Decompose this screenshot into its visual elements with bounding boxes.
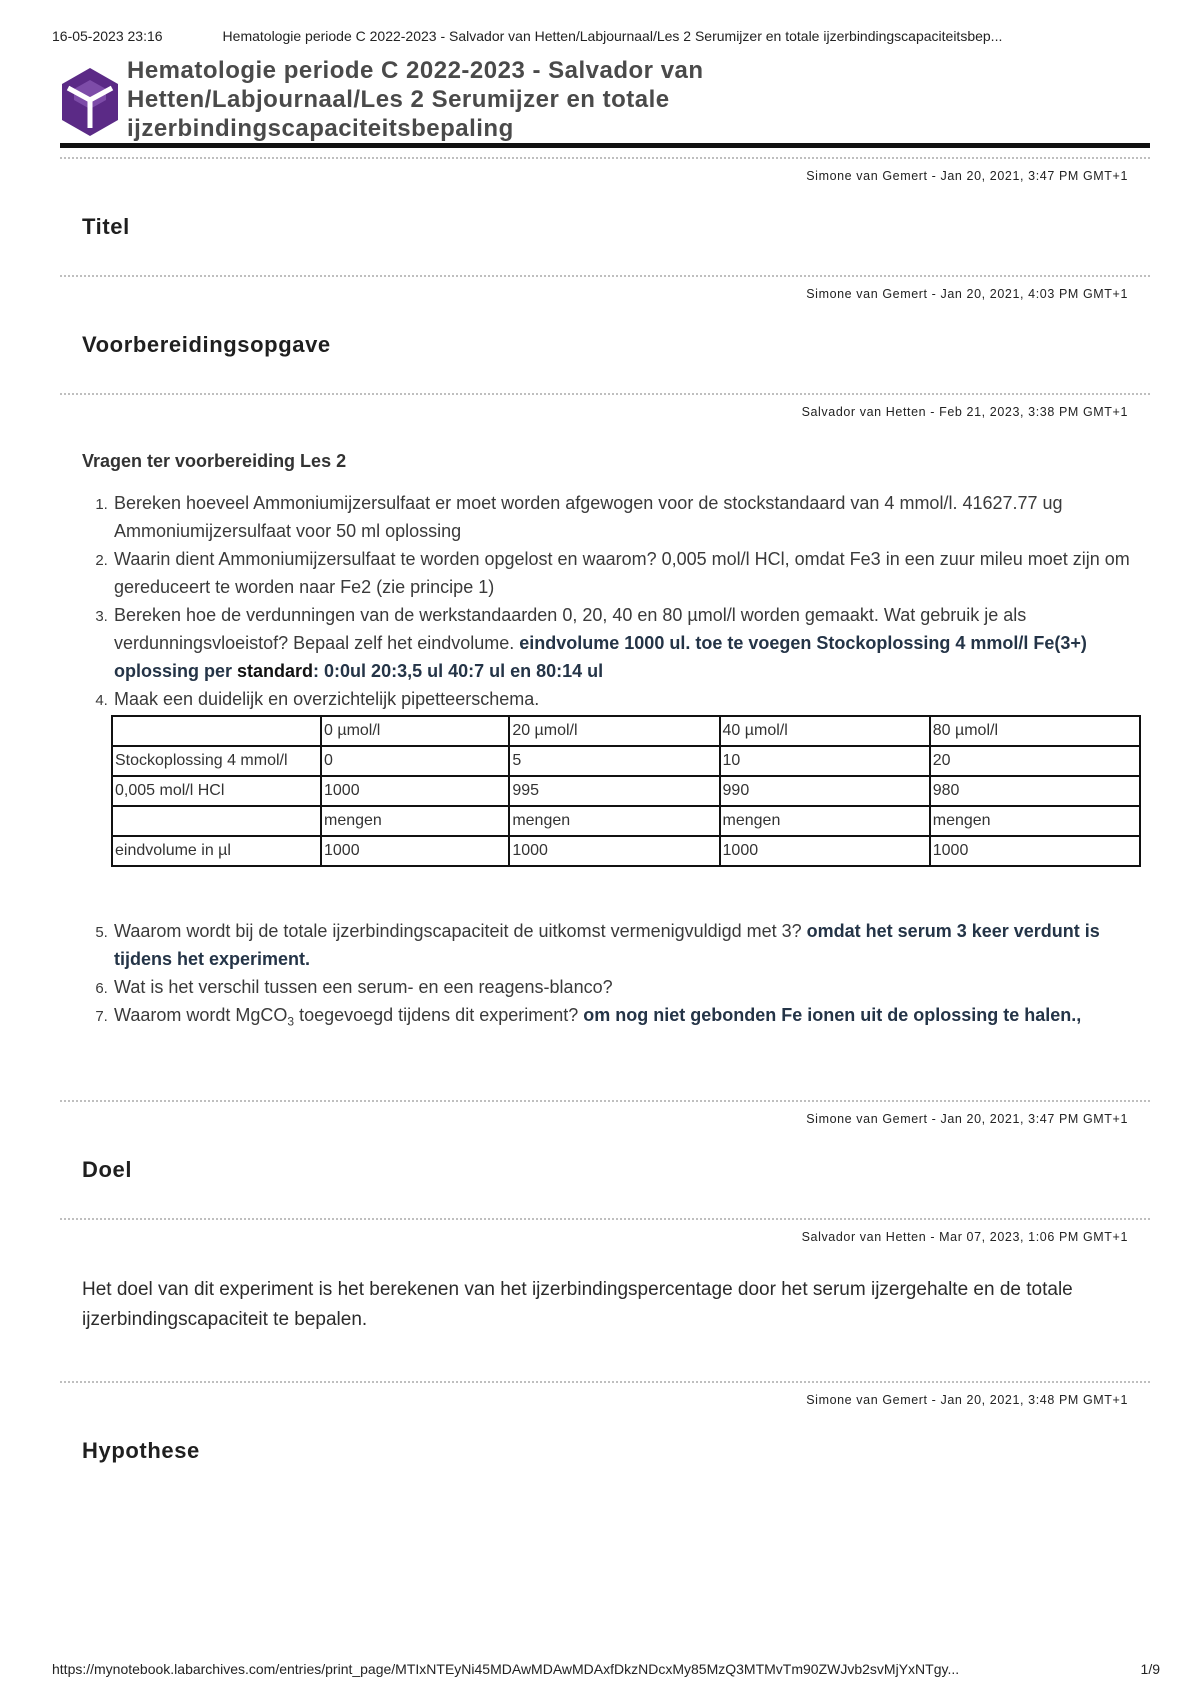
section-title-hypothese: Hypothese: [82, 1438, 200, 1463]
table-cell: mengen: [509, 806, 719, 836]
table-cell: Stockoplossing 4 mmol/l: [112, 746, 321, 776]
table-row: [112, 806, 1140, 836]
question-6: 6. Wat is het verschil tussen een serum- en een reagens-blanco?: [112, 973, 1132, 1001]
table-cell: 0,005 mol/l HCl: [112, 776, 321, 806]
question-3-answer-c: : 0:0ul 20:3,5 ul 40:7 ul en 80:14 ul: [313, 661, 604, 681]
table-cell: mengen: [720, 806, 930, 836]
table-cell: 1000: [321, 776, 509, 806]
question-5-text: Waarom wordt bij de totale ijzerbindingscapaciteit de uitkomst vermenigvuldigd met 3?: [114, 921, 807, 941]
table-cell: 20 µmol/l: [509, 716, 719, 746]
table-row: [112, 836, 1140, 866]
table-cell: [112, 806, 321, 836]
entry-separator: [60, 1100, 1150, 1102]
title-rule: [60, 143, 1150, 148]
table-cell: [112, 716, 321, 746]
table-cell: 980: [930, 776, 1140, 806]
question-4: [112, 685, 1132, 867]
pipetting-table: [111, 715, 1141, 867]
question-7-subscript: 3: [287, 1014, 295, 1029]
table-cell: 20: [930, 746, 1140, 776]
entry-titel: [60, 157, 1150, 240]
table-row: [112, 716, 1140, 746]
section-title-voorbereidingsopgave: Voorbereidingsopgave: [82, 332, 331, 357]
entry-meta: Simone van Gemert - Jan 20, 2021, 3:47 PM GMT+1: [806, 1112, 1128, 1126]
entry-separator: [60, 157, 1150, 159]
section-title-doel: Doel: [82, 1157, 133, 1182]
print-path: Hematologie periode C 2022-2023 - Salvador van Hetten/Labjournaal/Les 2 Serumijzer en totale ijzerbindingscapaciteitsbep...: [222, 28, 1003, 44]
table-cell: 0 µmol/l: [321, 716, 509, 746]
entry-separator: [60, 393, 1150, 395]
table-cell: mengen: [930, 806, 1140, 836]
table-cell: 1000: [930, 836, 1140, 866]
footer-page-number: 1/9: [1140, 1661, 1160, 1677]
table-cell: 1000: [321, 836, 509, 866]
question-7-text-b: toegevoegd tijdens dit experiment?: [294, 1005, 584, 1025]
print-datetime: 16-05-2023 23:16: [52, 28, 163, 44]
question-3: [112, 601, 1132, 685]
footer-url: https://mynotebook.labarchives.com/entries/print_page/MTIxNTEyNi45MDAwMDAwMDAxfDkzNDcxMy85MzQ3MTMvTm90ZWJvb2svMjYxNTgy...: [52, 1661, 960, 1677]
question-7-answer: om nog niet gebonden Fe ionen uit de oplossing te halen.,: [583, 1005, 1082, 1025]
entry-doel: [60, 1100, 1150, 1183]
question-2: 2. Waarin dient Ammoniumijzersulfaat te worden opgelost en waarom? 0,005 mol/l HCl, omdat Fe3 in een zuur mileu moet zijn om gereduceert te worden naar Fe2 (zie principe 1): [112, 545, 1132, 601]
table-cell: 5: [509, 746, 719, 776]
print-header: [52, 28, 1160, 44]
table-cell: eindvolume in µl: [112, 836, 321, 866]
entry-meta: Simone van Gemert - Jan 20, 2021, 3:47 PM GMT+1: [806, 169, 1128, 183]
question-5-answer: omdat het serum 3 keer verdunt is tijdens het experiment.: [114, 921, 1100, 969]
section-title-titel: Titel: [82, 214, 130, 239]
table-cell: mengen: [321, 806, 509, 836]
question-7: [112, 1001, 1132, 1036]
entry-separator: [60, 1381, 1150, 1383]
question-5: [112, 917, 1132, 973]
questions-list: [60, 489, 1132, 867]
table-cell: 80 µmol/l: [930, 716, 1140, 746]
question-4-text: Maak een duidelijk en overzichtelijk pipetteerschema.: [114, 689, 540, 709]
entry-meta: Simone van Gemert - Jan 20, 2021, 3:48 PM GMT+1: [806, 1393, 1128, 1407]
table-cell: 40 µmol/l: [720, 716, 930, 746]
table-cell: 995: [509, 776, 719, 806]
labarchives-logo-icon: [60, 66, 120, 138]
questions-heading: Vragen ter voorbereiding Les 2: [82, 451, 347, 471]
entry-meta: Salvador van Hetten - Feb 21, 2023, 3:38 PM GMT+1: [801, 405, 1128, 419]
table-cell: 1000: [720, 836, 930, 866]
table-cell: 1000: [509, 836, 719, 866]
entry-separator: [60, 275, 1150, 277]
doel-paragraph: Het doel van dit experiment is het berekenen van het ijzerbindingspercentage door het serum ijzergehalte en de totale ijzerbindingscapaciteit te bepalen.: [82, 1279, 1073, 1330]
entry-meta: Simone van Gemert - Jan 20, 2021, 4:03 PM GMT+1: [806, 287, 1128, 301]
question-7-text-a: Waarom wordt MgCO: [114, 1005, 288, 1025]
entry-doel-text: [60, 1218, 1150, 1335]
table-cell: 0: [321, 746, 509, 776]
entry-meta: Salvador van Hetten - Mar 07, 2023, 1:06 PM GMT+1: [801, 1230, 1128, 1244]
print-footer: [52, 1661, 1160, 1677]
question-3-text: Bereken hoe de verdunningen van de werkstandaarden 0, 20, 40 en 80 µmol/l worden gemaakt. Wat gebruik je als verdunningsvloeistof? Bepaal zelf het eindvolume.: [114, 605, 1027, 653]
page-title: Hematologie periode C 2022-2023 - Salvador van Hetten/Labjournaal/Les 2 Serumijzer en totale ijzerbindingscapaciteitsbepaling: [127, 57, 704, 142]
entry-hypothese: [60, 1381, 1150, 1464]
title-block: [60, 56, 1150, 143]
entry-separator: [60, 1218, 1150, 1220]
table-cell: 990: [720, 776, 930, 806]
question-3-answer-b: standard: [237, 661, 314, 681]
question-3-answer-a: eindvolume 1000 ul. toe te voegen Stockoplossing 4 mmol/l Fe(3+) oplossing per: [114, 633, 1087, 681]
entry-voorbereidingsopgave: [60, 275, 1150, 358]
question-1: 1. Bereken hoeveel Ammoniumijzersulfaat er moet worden afgewogen voor de stockstandaard van 4 mmol/l. 41627.77 ug Ammoniumijzersulfaat voor 50 ml oplossing: [112, 489, 1132, 545]
questions-list-continued: [60, 917, 1132, 1036]
table-row: [112, 746, 1140, 776]
table-cell: 10: [720, 746, 930, 776]
entry-vragen: [60, 393, 1150, 1036]
table-row: [112, 776, 1140, 806]
